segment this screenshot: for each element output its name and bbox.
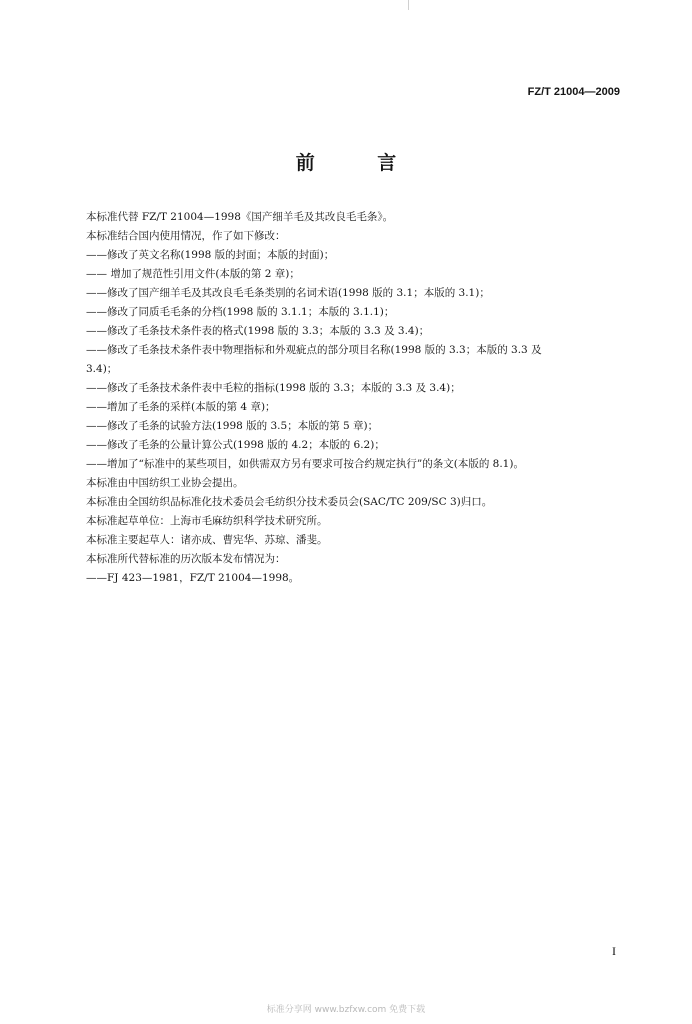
change-item: ——修改了同质毛毛条的分档(1998 版的 3.1.1；本版的 3.1.1)；	[86, 306, 395, 318]
paragraph-replaces: 本标准代替 FZ/T 21004—1998《国产细羊毛及其改良毛毛条》。	[86, 211, 394, 223]
change-item: ——修改了毛条技术条件表的格式(1998 版的 3.3；本版的 3.3 及 3.4)；	[86, 325, 430, 337]
change-item: ——修改了国产细羊毛及其改良毛毛条类别的名词术语(1998 版的 3.1；本版的 3.1)；	[86, 287, 490, 299]
change-item: ——修改了英文名称(1998 版的封面；本版的封面)；	[86, 249, 335, 261]
page-number: I	[612, 944, 616, 958]
scan-mark	[408, 0, 409, 10]
paragraph-drafters: 本标准主要起草人：诸亦成、曹宪华、苏琼、潘斐。	[86, 534, 328, 546]
paragraph-drafting-unit: 本标准起草单位：上海市毛麻纺织科学技术研究所。	[86, 515, 328, 527]
paragraph-history-intro: 本标准所代替标准的历次版本发布情况为：	[86, 553, 286, 565]
page-title: 前 言	[295, 152, 425, 174]
foreword-body	[86, 208, 631, 588]
change-item: ——增加了毛条的采样(本版的第 4 章)；	[86, 401, 276, 413]
document-code: FZ/T 21004—2009	[527, 86, 620, 98]
change-item-continuation: 3.4)；	[86, 363, 118, 375]
paragraph-centralized-by: 本标准由全国纺织品标准化技术委员会毛纺织分技术委员会(SAC/TC 209/SC 3)归口。	[86, 496, 493, 508]
change-item: ——增加了“标准中的某些项目，如供需双方另有要求可按合约规定执行”的条文(本版的 8.1)。	[86, 458, 524, 470]
watermark-text: 标准分享网 www.bzfxw.com 免费下载	[266, 1005, 426, 1015]
change-item: —— 增加了规范性引用文件(本版的第 2 章)；	[86, 268, 300, 280]
paragraph-changes-intro: 本标准结合国内使用情况，作了如下修改：	[86, 230, 286, 242]
change-item: ——修改了毛条的试验方法(1998 版的 3.5；本版的第 5 章)；	[86, 420, 379, 432]
paragraph-proposed-by: 本标准由中国纺织工业协会提出。	[86, 477, 244, 489]
change-item: ——修改了毛条的公量计算公式(1998 版的 4.2；本版的 6.2)；	[86, 439, 385, 451]
change-item: ——修改了毛条技术条件表中毛粒的指标(1998 版的 3.3；本版的 3.3 及 3.4)；	[86, 382, 461, 394]
change-item: ——修改了毛条技术条件表中物理指标和外观疵点的部分项目名称(1998 版的 3.3；本版的 3.3 及	[86, 344, 542, 356]
paragraph-history: ——FJ 423—1981，FZ/T 21004—1998。	[86, 572, 300, 584]
